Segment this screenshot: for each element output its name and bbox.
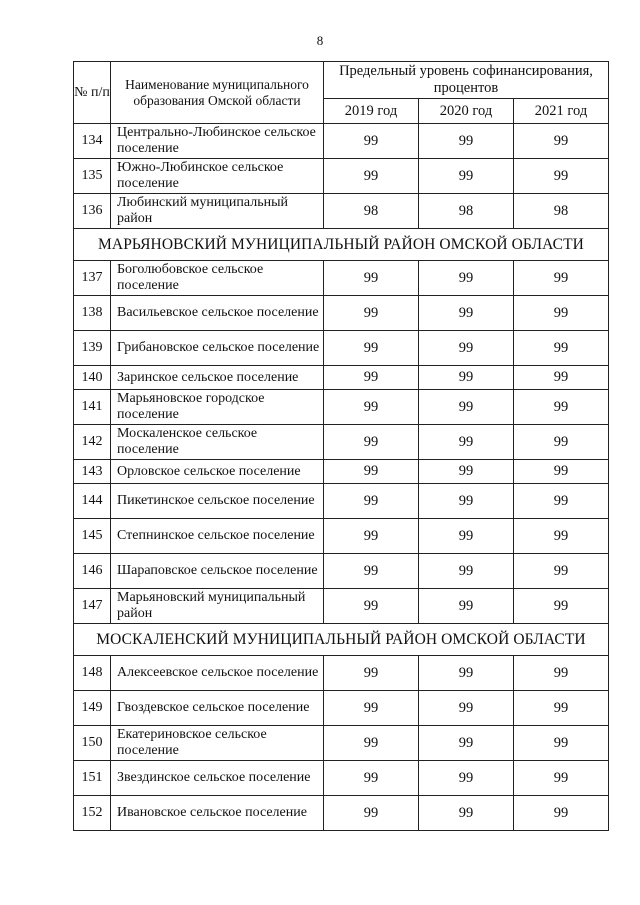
value-2020: 99 — [419, 589, 514, 624]
row-number: 147 — [74, 589, 111, 624]
value-2021: 99 — [514, 761, 609, 796]
value-2020: 99 — [419, 460, 514, 484]
value-2021: 99 — [514, 460, 609, 484]
header-cofinancing-level: Предельный уровень софинансирования, процентов — [324, 62, 609, 99]
municipality-name: Марьяновское городское поселение — [111, 390, 324, 425]
value-2019: 99 — [324, 691, 419, 726]
table-row — [74, 194, 609, 229]
header-year-2020: 2020 год — [419, 99, 514, 124]
value-2020: 99 — [419, 159, 514, 194]
value-2020: 99 — [419, 761, 514, 796]
page-number: 8 — [316, 33, 324, 48]
row-number: 135 — [74, 159, 111, 194]
table-row — [74, 331, 609, 366]
value-2021: 99 — [514, 261, 609, 296]
value-2019: 99 — [324, 159, 419, 194]
table-row — [74, 484, 609, 519]
table-row — [74, 261, 609, 296]
table-row — [74, 691, 609, 726]
municipality-name: Степнинское сельское поселение — [111, 519, 324, 554]
table-row — [74, 519, 609, 554]
header-year-2019: 2019 год — [324, 99, 419, 124]
value-2021: 99 — [514, 656, 609, 691]
value-2019: 99 — [324, 296, 419, 331]
value-2021: 98 — [514, 194, 609, 229]
municipality-name: Южно-Любинское сельское поселение — [111, 159, 324, 194]
row-number: 148 — [74, 656, 111, 691]
row-number: 150 — [74, 726, 111, 761]
section-header-row — [74, 624, 609, 656]
section-title: МОСКАЛЕНСКИЙ МУНИЦИПАЛЬНЫЙ РАЙОН ОМСКОЙ ОБЛАСТИ — [74, 624, 609, 656]
value-2021: 99 — [514, 124, 609, 159]
value-2021: 99 — [514, 554, 609, 589]
table-row — [74, 124, 609, 159]
table-row — [74, 390, 609, 425]
value-2019: 99 — [324, 331, 419, 366]
value-2019: 98 — [324, 194, 419, 229]
value-2020: 99 — [419, 726, 514, 761]
municipality-name: Заринское сельское поселение — [111, 366, 324, 390]
table-row — [74, 796, 609, 831]
municipality-name: Ивановское сельское поселение — [111, 796, 324, 831]
row-number: 141 — [74, 390, 111, 425]
row-number: 138 — [74, 296, 111, 331]
value-2019: 99 — [324, 519, 419, 554]
municipality-name: Любинский муниципальный район — [111, 194, 324, 229]
value-2019: 99 — [324, 554, 419, 589]
value-2019: 99 — [324, 366, 419, 390]
value-2019: 99 — [324, 425, 419, 460]
row-number: 145 — [74, 519, 111, 554]
value-2020: 99 — [419, 261, 514, 296]
value-2021: 99 — [514, 296, 609, 331]
municipality-name: Пикетинское сельское поселение — [111, 484, 324, 519]
value-2020: 99 — [419, 366, 514, 390]
municipality-name: Гвоздевское сельское поселение — [111, 691, 324, 726]
municipality-name: Орловское сельское поселение — [111, 460, 324, 484]
value-2019: 99 — [324, 796, 419, 831]
municipality-name: Звездинское сельское поселение — [111, 761, 324, 796]
row-number: 139 — [74, 331, 111, 366]
table-row — [74, 460, 609, 484]
cofinancing-table — [73, 61, 609, 831]
value-2020: 99 — [419, 796, 514, 831]
municipality-name: Боголюбовское сельское поселение — [111, 261, 324, 296]
value-2021: 99 — [514, 331, 609, 366]
value-2019: 99 — [324, 589, 419, 624]
table-row — [74, 425, 609, 460]
row-number: 137 — [74, 261, 111, 296]
table-row — [74, 296, 609, 331]
value-2020: 99 — [419, 484, 514, 519]
value-2021: 99 — [514, 519, 609, 554]
header-number-column: № п/п — [74, 62, 111, 124]
value-2020: 99 — [419, 691, 514, 726]
table-row — [74, 761, 609, 796]
table-row — [74, 554, 609, 589]
value-2020: 99 — [419, 390, 514, 425]
value-2019: 99 — [324, 124, 419, 159]
value-2020: 99 — [419, 331, 514, 366]
value-2020: 99 — [419, 656, 514, 691]
value-2019: 99 — [324, 261, 419, 296]
table-row — [74, 159, 609, 194]
table-row — [74, 589, 609, 624]
header-year-2021: 2021 год — [514, 99, 609, 124]
value-2019: 99 — [324, 761, 419, 796]
row-number: 151 — [74, 761, 111, 796]
value-2019: 99 — [324, 460, 419, 484]
value-2020: 99 — [419, 425, 514, 460]
value-2021: 99 — [514, 159, 609, 194]
value-2021: 99 — [514, 589, 609, 624]
table-row — [74, 366, 609, 390]
value-2019: 99 — [324, 726, 419, 761]
municipality-name: Васильевское сельское поселение — [111, 296, 324, 331]
value-2020: 98 — [419, 194, 514, 229]
value-2021: 99 — [514, 726, 609, 761]
row-number: 144 — [74, 484, 111, 519]
value-2021: 99 — [514, 691, 609, 726]
row-number: 136 — [74, 194, 111, 229]
row-number: 146 — [74, 554, 111, 589]
value-2020: 99 — [419, 296, 514, 331]
value-2020: 99 — [419, 124, 514, 159]
table-header-row — [74, 62, 609, 99]
municipality-name: Москаленское сельское поселение — [111, 425, 324, 460]
value-2020: 99 — [419, 554, 514, 589]
section-title: МАРЬЯНОВСКИЙ МУНИЦИПАЛЬНЫЙ РАЙОН ОМСКОЙ ОБЛАСТИ — [74, 229, 609, 261]
municipality-name: Центрально-Любинское сельское поселение — [111, 124, 324, 159]
value-2021: 99 — [514, 425, 609, 460]
value-2021: 99 — [514, 796, 609, 831]
value-2019: 99 — [324, 656, 419, 691]
table-row — [74, 726, 609, 761]
row-number: 152 — [74, 796, 111, 831]
row-number: 140 — [74, 366, 111, 390]
row-number: 142 — [74, 425, 111, 460]
value-2019: 99 — [324, 390, 419, 425]
table-row — [74, 656, 609, 691]
municipality-name: Марьяновский муниципальный район — [111, 589, 324, 624]
value-2021: 99 — [514, 390, 609, 425]
municipality-name: Екатериновское сельское поселение — [111, 726, 324, 761]
municipality-name: Грибановское сельское поселение — [111, 331, 324, 366]
row-number: 149 — [74, 691, 111, 726]
value-2020: 99 — [419, 519, 514, 554]
municipality-name: Шараповское сельское поселение — [111, 554, 324, 589]
row-number: 134 — [74, 124, 111, 159]
value-2021: 99 — [514, 484, 609, 519]
section-header-row — [74, 229, 609, 261]
header-name-column: Наименование муниципального образования Омской области — [111, 62, 324, 124]
value-2019: 99 — [324, 484, 419, 519]
municipality-name: Алексеевское сельское поселение — [111, 656, 324, 691]
row-number: 143 — [74, 460, 111, 484]
value-2021: 99 — [514, 366, 609, 390]
